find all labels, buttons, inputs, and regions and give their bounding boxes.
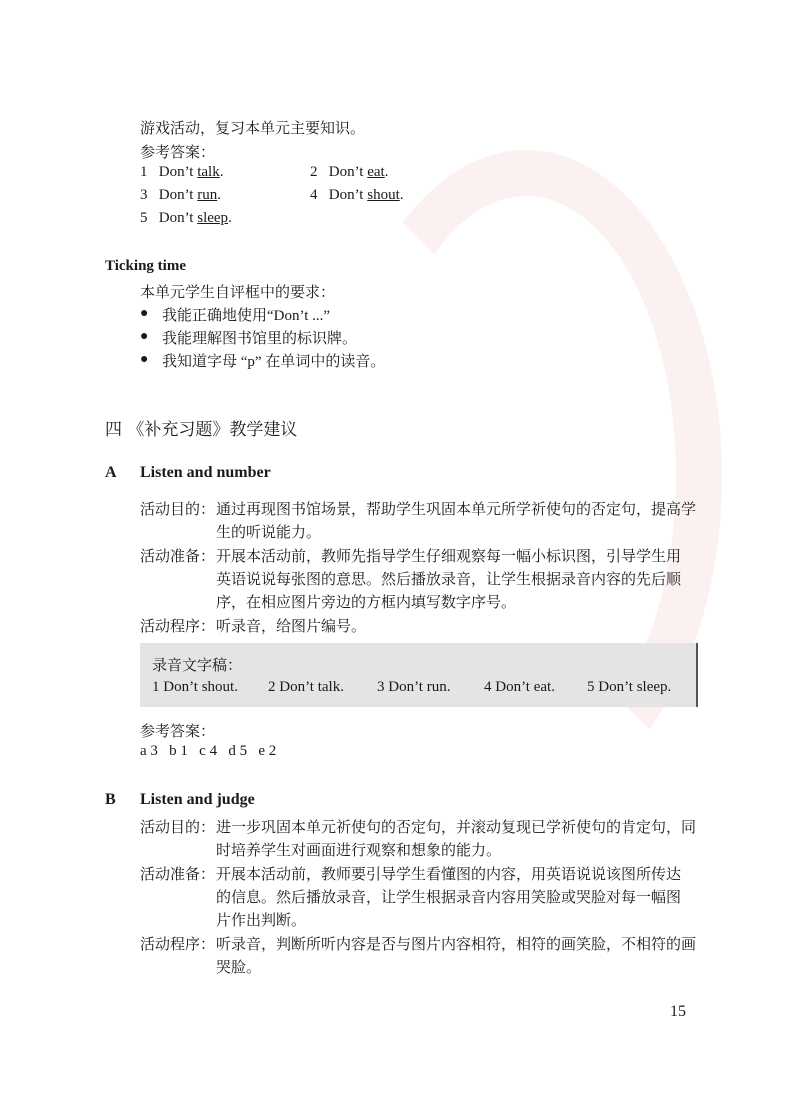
transcript-item: 2 Don’t talk. — [268, 679, 344, 695]
transcript-item: 4 Don’t eat. — [484, 679, 555, 695]
ticking-item: 我能正确地使用“Don’t ...” — [162, 308, 331, 324]
answer-item: 5 Don’t sleep. — [140, 210, 232, 226]
activity-procedure-cont: 哭脸。 — [216, 960, 262, 976]
activity-procedure: 活动程序：听录音，判断所听内容是否与图片内容相符，相符的画笑脸，不相符的画 — [140, 937, 697, 953]
activity-procedure: 活动程序：听录音，给图片编号。 — [140, 619, 367, 635]
section-b-title: Listen and judge — [140, 791, 255, 808]
answer-item: 4 Don’t shout. — [310, 187, 404, 203]
transcript-item: 1 Don’t shout. — [152, 679, 238, 695]
transcript-item: 5 Don’t sleep. — [587, 679, 672, 695]
activity-prep-cont: 英语说说每张图的意思。然后播放录音，让学生根据录音内容的先后顺 — [216, 572, 682, 588]
activity-goal-cont: 时培养学生对画面进行观察和想象的能力。 — [216, 843, 502, 859]
ticking-item: 我能理解图书馆里的标识牌。 — [162, 331, 358, 347]
activity-goal: 活动目的：进一步巩固本单元祈使句的否定句，并滚动复现已学祈使句的肯定句，同 — [140, 820, 697, 836]
answer-item: 3 Don’t run. — [140, 187, 221, 203]
bullet-icon: ● — [140, 329, 149, 344]
transcript-box — [140, 643, 698, 707]
activity-goal-cont: 生的听说能力。 — [216, 525, 322, 541]
transcript-label: 录音文字稿： — [152, 658, 243, 674]
activity-prep-cont: 序，在相应图片旁边的方框内填写数字序号。 — [216, 595, 517, 611]
section-a-title: Listen and number — [140, 464, 271, 481]
section-b-letter: B — [105, 791, 116, 808]
ticking-intro: 本单元学生自评框中的要求： — [140, 285, 336, 301]
ticking-time-heading: Ticking time — [105, 258, 186, 274]
bullet-icon: ● — [140, 306, 149, 321]
answers-a: a 3 b 1 c 4 d 5 e 2 — [140, 743, 277, 759]
page-number: 15 — [670, 1003, 686, 1020]
ticking-item: 我知道字母 “p” 在单词中的读音。 — [162, 354, 386, 370]
section-a-letter: A — [105, 464, 117, 481]
answer-item: 1 Don’t talk. — [140, 164, 224, 180]
activity-prep: 活动准备：开展本活动前，教师先指导学生仔细观察每一幅小标识图，引导学生用 — [140, 549, 682, 565]
activity-prep-cont: 片作出判断。 — [216, 913, 307, 929]
activity-goal: 活动目的：通过再现图书馆场景，帮助学生巩固本单元所学祈使句的否定句，提高学 — [140, 502, 697, 518]
intro-text: 游戏活动，复习本单元主要知识。 — [140, 121, 366, 137]
answers-label: 参考答案： — [140, 145, 216, 161]
bullet-icon: ● — [140, 352, 149, 367]
activity-prep-cont: 的信息。然后播放录音，让学生根据录音内容用笑脸或哭脸对每一幅图 — [216, 890, 682, 906]
answers-label: 参考答案： — [140, 724, 216, 740]
activity-prep: 活动准备：开展本活动前，教师要引导学生看懂图的内容，用英语说说该图所传达 — [140, 867, 682, 883]
answer-item: 2 Don’t eat. — [310, 164, 389, 180]
transcript-item: 3 Don’t run. — [377, 679, 451, 695]
section-title: 四 《补充习题》教学建议 — [105, 420, 298, 440]
